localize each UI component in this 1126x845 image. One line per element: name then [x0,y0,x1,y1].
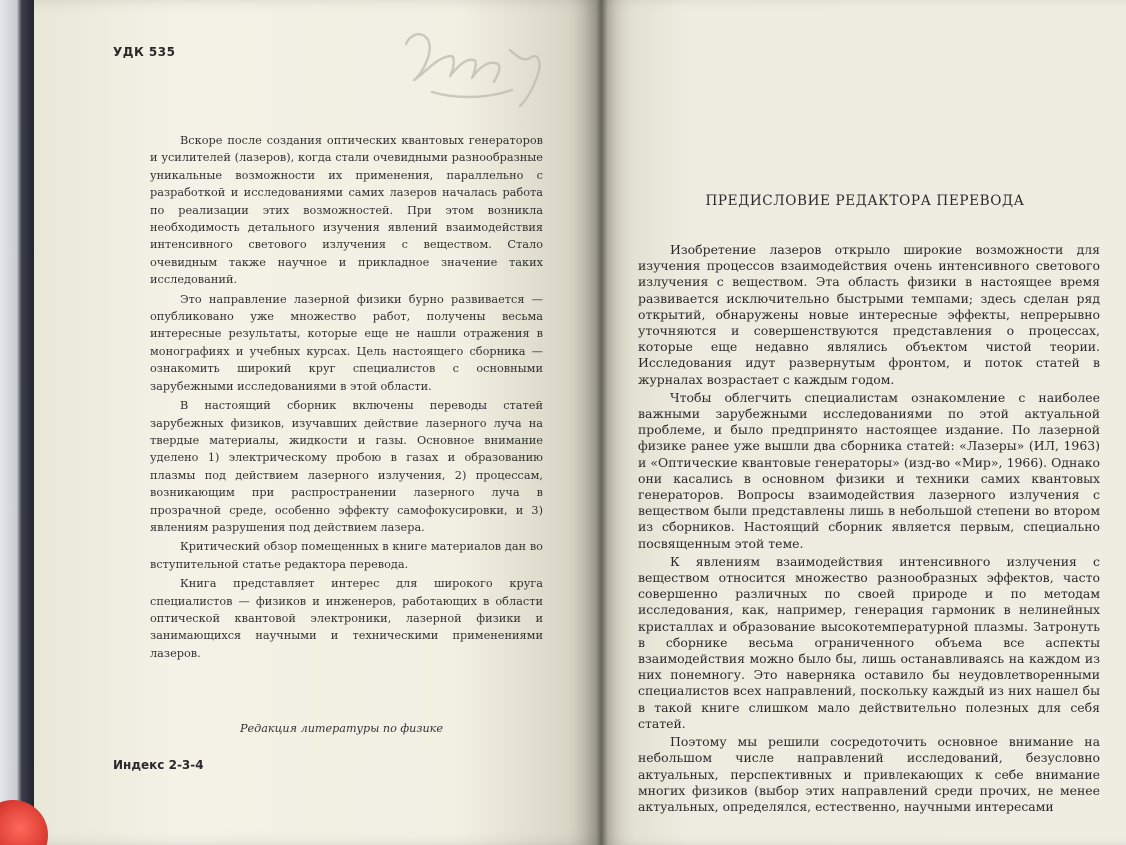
handwritten-signature [392,22,562,112]
annotation-paragraph: Это направление лазерной физики бурно развивается — опубликовано уже множество работ, получены весьма интересные результаты, которые еще не нашли отражения в монографиях и учебных курсах. Цель настоящего сборника — ознакомить широкий круг специалистов с основными зарубежными исследованиями в этой области. [150,292,543,393]
preface-paragraph: К явлениям взаимодействия интенсивного излучения с веществом относится множество разнообразных эффектов, часто совершенно различных по своей природе и по методам исследования, как, например, генерация гармоник в нелинейных кристаллах и образование высокотемпературной плазмы. Затронуть в сборнике весьма ограниченного объема все аспекты взаимодействия можно было бы, лишь останавливаясь на каждом из них понемногу. Это наверняка оставило бы неудовлетворенными специалистов всех направлений, поскольку каждый из них нашел бы в такой книге слишком мало действительно полезных для себя статей. [638,553,1100,731]
annotation-paragraph: Книга представляет интерес для широкого круга специалистов — физиков и инженеров, работающих в области оптической квантовой электроники, лазерной физики и занимающихся научными и техническими применениями лазеров. [150,577,543,660]
editorial-note: Редакция литературы по физике [240,722,443,735]
annotation-paragraph: В настоящий сборник включены переводы статей зарубежных физиков, изучавших действие лазерного луча на твердые материалы, жидкости и газы. Основное внимание уделено 1) электрическому пробою в газах и образованию плазмы под действием лазерного излучения, 2) процессам, возникающим при распространении лазерного луча в прозрачной среде, особенно эффекту самофокусировки, и 3) явлениям разрушения под действием лазера. [150,399,543,534]
preface-paragraph: Изобретение лазеров открыло широкие возможности для изучения процессов взаимодействия очень интенсивного светового излучения с веществом. Эта область физики в настоящее время развивается исключительно быстрыми темпами; здесь сделан ряд открытий, обнаружены новые интересные эффекты, непрерывно уточняются и совершенствуются представления о процессах, которые еще недавно являлись объектом чистой теории. Исследования идут развернутым фронтом, и поток статей в журналах возрастает с каждым годом. [638,242,1100,387]
udk-code: УДК 535 [113,45,176,59]
preface-paragraph: Чтобы облегчить специалистам ознакомление с наиболее важными зарубежными исследованиями по этой актуальной проблеме, и было предпринято настоящее издание. По лазерной физике ранее уже вышли два сборника статей: «Лазеры» (ИЛ, 1963) и «Оптические квантовые генераторы» (изд-во «Мир», 1966). Однако они касались в основном физики и техники самих квантовых генераторов. Вопросы взаимодействия лазерного излучения с веществом были представлены лишь в небольшой степени во втором из сборников. Настоящий сборник является первым, специально посвященным этой теме. [638,389,1100,551]
annotation-paragraph: Вскоре после создания оптических квантовых генераторов и усилителей (лазеров), когда стали очевидными разнообразные уникальные возможности их применения, параллельно с разработкой и исследованиями самих лазеров началась работа по реализации этих возможностей. При этом возникла необходимость детального изучения явлений взаимодействия интенсивного светового излучения с веществом. Стало очевидным также научное и прикладное значение таких исследований. [150,134,543,287]
preface-heading: ПРЕДИСЛОВИЕ РЕДАКТОРА ПЕРЕВОДА [705,193,1025,209]
annotation-text [150,132,543,662]
preface-paragraph: Поэтому мы решили сосредоточить основное внимание на небольшом числе направлений исследований, безусловно актуальных, перспективных и привлекающих к себе внимание многих физиков (выбор этих направлений среди прочих, не менее актуальных, определялся, естественно, научными интересами [638,734,1100,814]
index-code: Индекс 2-3-4 [113,758,204,772]
preface-text [638,242,1100,815]
book-gutter [596,0,608,845]
annotation-paragraph: Критический обзор помещенных в книге материалов дан во вступительной статье редактора перевода. [150,540,543,571]
